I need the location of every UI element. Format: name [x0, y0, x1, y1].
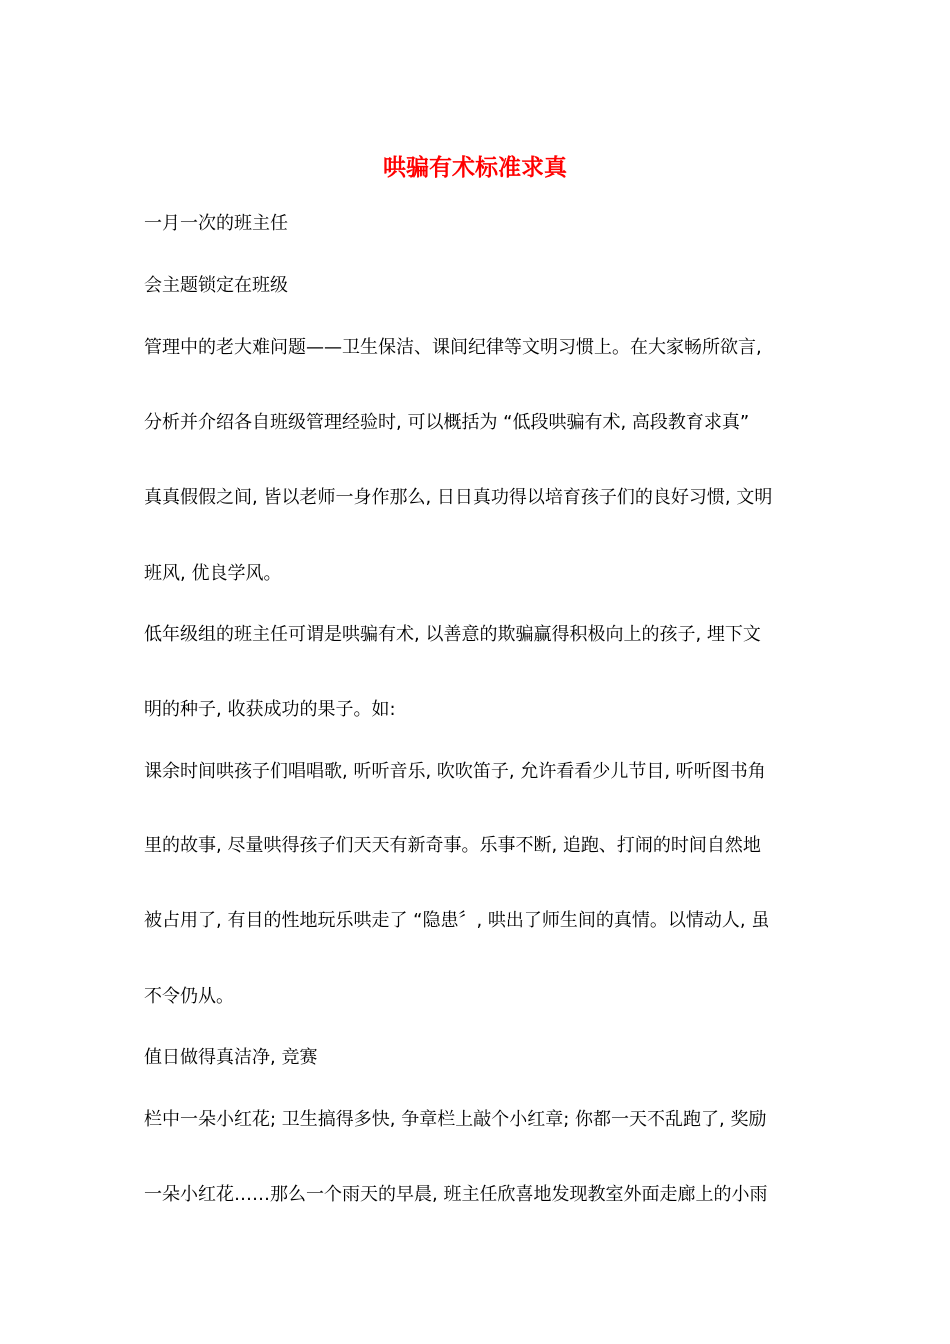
- text-line-3: 管理中的老大难问题——卫生保洁、课间纪律等文明习惯上。在大家畅所欲言,: [144, 337, 762, 358]
- text-line-10: 里的故事, 尽量哄得孩子们天天有新奇事。乐事不断, 追跑、打闹的时间自然地: [144, 835, 761, 856]
- text-line-2: 会主题锁定在班级: [144, 275, 288, 296]
- text-line-5: 真真假假之间, 皆以老师一身作那么, 日日真功得以培育孩子们的良好习惯, 文明: [144, 487, 773, 508]
- text-line-1: 一月一次的班主任: [144, 213, 288, 234]
- text-line-14: 栏中一朵小红花; 卫生搞得多快, 争章栏上敲个小红章; 你都一天不乱跑了, 奖励: [144, 1109, 767, 1130]
- text-line-8: 明的种子, 收获成功的果子。如:: [144, 699, 396, 720]
- text-line-15: 一朵小红花……那么一个雨天的早晨, 班主任欣喜地发现教室外面走廊上的小雨: [144, 1184, 768, 1205]
- text-line-11: 被占用了, 有目的性地玩乐哄走了 “隐患〞, 哄出了师生间的真情。以情动人, 虽: [144, 910, 770, 931]
- document-title: 哄骗有术标准求真: [383, 154, 567, 181]
- text-line-13: 值日做得真洁净, 竞赛: [144, 1047, 318, 1068]
- text-line-4: 分析并介绍各自班级管理经验时, 可以概括为 “低段哄骗有术, 高段教育求真”: [144, 412, 750, 433]
- text-line-6: 班风, 优良学风。: [144, 563, 282, 584]
- text-line-12: 不令仍从。: [144, 986, 234, 1007]
- text-line-7: 低年级组的班主任可谓是哄骗有术, 以善意的欺骗赢得积极向上的孩子, 埋下文: [144, 624, 761, 645]
- text-line-9: 课余时间哄孩子们唱唱歌, 听听音乐, 吹吹笛子, 允许看看少儿节目, 听听图书角: [144, 761, 766, 782]
